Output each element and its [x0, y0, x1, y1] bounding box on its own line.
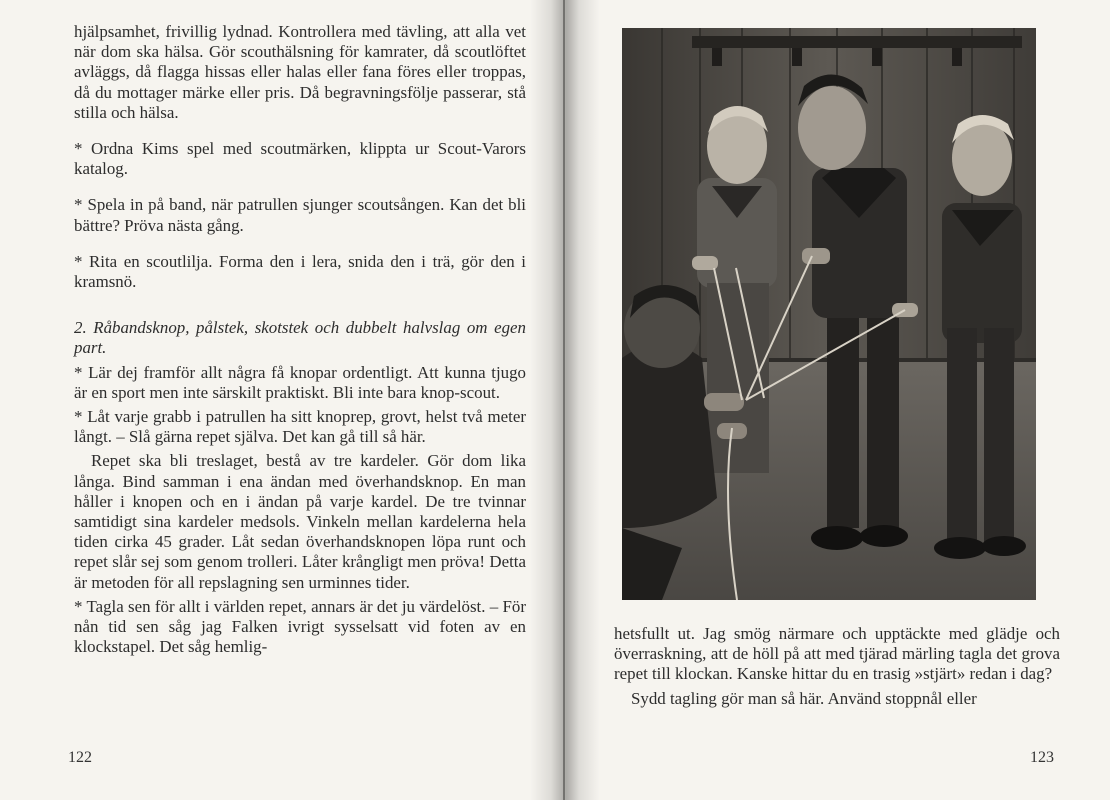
- scouts-rope-photo: [622, 28, 1036, 600]
- paragraph-kims-game: * Ordna Kims spel med scoutmärken, klippta ur Scout-Varors katalog.: [74, 139, 526, 179]
- paragraph-knot-rope: * Låt varje grabb i patrullen ha sitt knoprep, grovt, helst två meter långt. – Slå gärna repet själva. Det kan gå till så här.: [74, 407, 526, 447]
- left-page-text: [74, 22, 526, 661]
- page-number-right: 123: [1030, 749, 1054, 766]
- paragraph-sewn-whipping: Sydd tagling gör man så här. Använd stoppnål eller: [631, 688, 977, 708]
- paragraph-record-song: * Spela in på band, när patrullen sjunger scoutsången. Kan det bli bättre? Pröva nästa gång.: [74, 195, 526, 235]
- paragraph-whipping: * Tagla sen för allt i världen repet, annars är det ju värdelöst. – För nån tid sen såg jag Falken ivrigt sysselsatt vid foten av en klockstapel. Det såg hemlig-: [74, 596, 526, 657]
- paragraph-greeting-rules: hjälpsamhet, frivillig lydnad. Kontrollera med tävling, att alla vet när dom ska hälsa. Gör scouthälsning för kamrater, då scoutlöftet avläggs, då flagga hissas eller halas eller fana föres eller troppas, då du mottager märke eller pris. Då begravningsfölje passerar, stå stilla och hälsa.: [74, 22, 526, 122]
- paragraph-bell-rope: hetsfullt ut. Jag smög närmare och upptäckte med glädje och överraskning, att de höll på att med tjärad märling tagla det grova repet till klockan. Kanske hittar du en trasig »stjärt» redan i dag?: [614, 624, 1060, 684]
- paragraph-rope-making: Repet ska bli treslaget, bestå av tre kardeler. Gör dom lika långa. Bind samman i ena ändan med överhandsknop. En man håller i knopen och en i ändan på varje kardel. De tre tvinnar samtidigt sina kardeler medsols. Vinkeln mellan kardelerna hela tiden cirka 45 grader. Låt sedan överhandsknopen löpa runt och repet slår sej som genom trolleri. Låter krångligt men pröva! Detta är metoden för all repslagning sen urminnes tider.: [74, 451, 526, 592]
- page-number-left: 122: [68, 749, 92, 766]
- paragraph-learn-knots: * Lär dej framför allt några få knopar ordentligt. Att kunna tjugo är en sport men inte särskilt praktiskt. Bli inte bara knop-scout.: [74, 362, 526, 402]
- right-page-text: [614, 624, 1060, 713]
- section-heading-knots: 2. Råbandsknop, pålstek, skotstek och dubbelt halvslag om egen part.: [74, 318, 526, 358]
- paragraph-scout-lily: * Rita en scoutlilja. Forma den i lera, snida den i trä, gör den i kramsnö.: [74, 251, 526, 292]
